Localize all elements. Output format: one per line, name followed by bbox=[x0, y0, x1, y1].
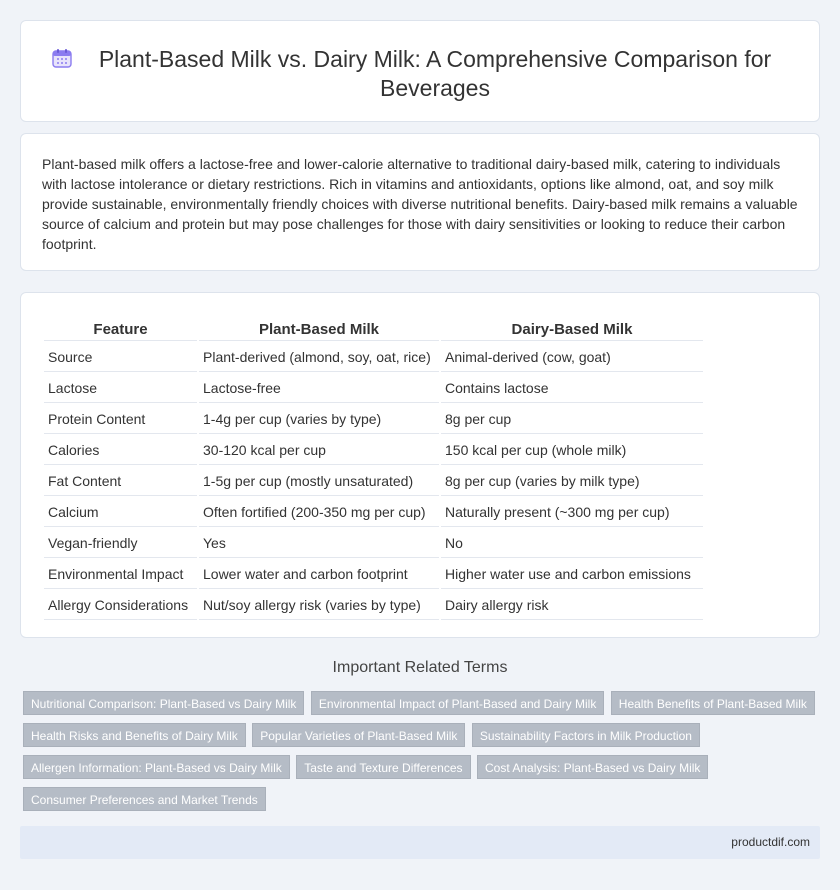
related-term-tag[interactable]: Cost Analysis: Plant-Based vs Dairy Milk bbox=[477, 755, 708, 779]
feature-cell: Vegan-friendly bbox=[44, 529, 197, 558]
dairy-cell: 8g per cup (varies by milk type) bbox=[441, 467, 703, 496]
plant-cell: Plant-derived (almond, soy, oat, rice) bbox=[199, 343, 439, 372]
footer bbox=[20, 826, 820, 859]
plant-cell: 30-120 kcal per cup bbox=[199, 436, 439, 465]
dairy-cell: Contains lactose bbox=[441, 374, 703, 403]
plant-cell: 1-5g per cup (mostly unsaturated) bbox=[199, 467, 439, 496]
table-row bbox=[44, 498, 703, 527]
plant-cell: Lactose-free bbox=[199, 374, 439, 403]
feature-cell: Source bbox=[44, 343, 197, 372]
related-term-tag[interactable]: Health Risks and Benefits of Dairy Milk bbox=[23, 723, 246, 747]
feature-cell: Calories bbox=[44, 436, 197, 465]
plant-cell: Often fortified (200-350 mg per cup) bbox=[199, 498, 439, 527]
feature-cell: Calcium bbox=[44, 498, 197, 527]
header-feature: Feature bbox=[44, 319, 197, 341]
comparison-table bbox=[42, 317, 705, 622]
table-row bbox=[44, 529, 703, 558]
plant-cell: 1-4g per cup (varies by type) bbox=[199, 405, 439, 434]
table-row bbox=[44, 405, 703, 434]
intro-paragraph: Plant-based milk offers a lactose-free and lower-calorie alternative to traditional dairy-based milk, catering to individuals with lactose intolerance or dietary restrictions. Rich in vitamins and antioxidants, options like almond, oat, and soy milk provide sustainable, environmentally friendly choices with diverse nutritional benefits. Dairy-based milk remains a valuable source of calcium and protein but may pose challenges for those with dairy sensitivities or looking to reduce their carbon footprint. bbox=[42, 156, 798, 252]
table-row bbox=[44, 591, 703, 620]
header-card bbox=[20, 20, 820, 122]
dairy-cell: Animal-derived (cow, goat) bbox=[441, 343, 703, 372]
related-term-tag[interactable]: Consumer Preferences and Market Trends bbox=[23, 787, 266, 811]
header-dairy-based: Dairy-Based Milk bbox=[441, 319, 703, 341]
header-plant-based: Plant-Based Milk bbox=[199, 319, 439, 341]
footer-site-link[interactable]: productdif.com bbox=[731, 835, 810, 849]
dairy-cell: 150 kcal per cup (whole milk) bbox=[441, 436, 703, 465]
plant-cell: Lower water and carbon footprint bbox=[199, 560, 439, 589]
related-term-tag[interactable]: Environmental Impact of Plant-Based and Dairy Milk bbox=[311, 691, 604, 715]
feature-cell: Fat Content bbox=[44, 467, 197, 496]
plant-cell: Nut/soy allergy risk (varies by type) bbox=[199, 591, 439, 620]
related-term-tag[interactable]: Sustainability Factors in Milk Production bbox=[472, 723, 700, 747]
related-term-tag[interactable]: Allergen Information: Plant-Based vs Dairy Milk bbox=[23, 755, 290, 779]
feature-cell: Lactose bbox=[44, 374, 197, 403]
feature-cell: Allergy Considerations bbox=[44, 591, 197, 620]
table-row bbox=[44, 436, 703, 465]
table-row bbox=[44, 467, 703, 496]
dairy-cell: 8g per cup bbox=[441, 405, 703, 434]
related-term-tag[interactable]: Taste and Texture Differences bbox=[296, 755, 470, 779]
related-term-tag[interactable]: Nutritional Comparison: Plant-Based vs Dairy Milk bbox=[23, 691, 304, 715]
table-header-row bbox=[44, 319, 703, 341]
table-row bbox=[44, 560, 703, 589]
page-title: Plant-Based Milk vs. Dairy Milk: A Comprehensive Comparison for Beverages bbox=[98, 46, 772, 101]
dairy-cell: Higher water use and carbon emissions bbox=[441, 560, 703, 589]
feature-cell: Environmental Impact bbox=[44, 560, 197, 589]
related-term-tag[interactable]: Health Benefits of Plant-Based Milk bbox=[611, 691, 815, 715]
table-card bbox=[20, 292, 820, 638]
dairy-cell: No bbox=[441, 529, 703, 558]
related-terms-heading: Important Related Terms bbox=[332, 659, 508, 676]
dairy-cell: Dairy allergy risk bbox=[441, 591, 703, 620]
related-terms-list bbox=[23, 691, 823, 819]
plant-cell: Yes bbox=[199, 529, 439, 558]
related-term-tag[interactable]: Popular Varieties of Plant-Based Milk bbox=[252, 723, 465, 747]
intro-card bbox=[20, 133, 820, 271]
table-row bbox=[44, 374, 703, 403]
table-row bbox=[44, 343, 703, 372]
feature-cell: Protein Content bbox=[44, 405, 197, 434]
dairy-cell: Naturally present (~300 mg per cup) bbox=[441, 498, 703, 527]
